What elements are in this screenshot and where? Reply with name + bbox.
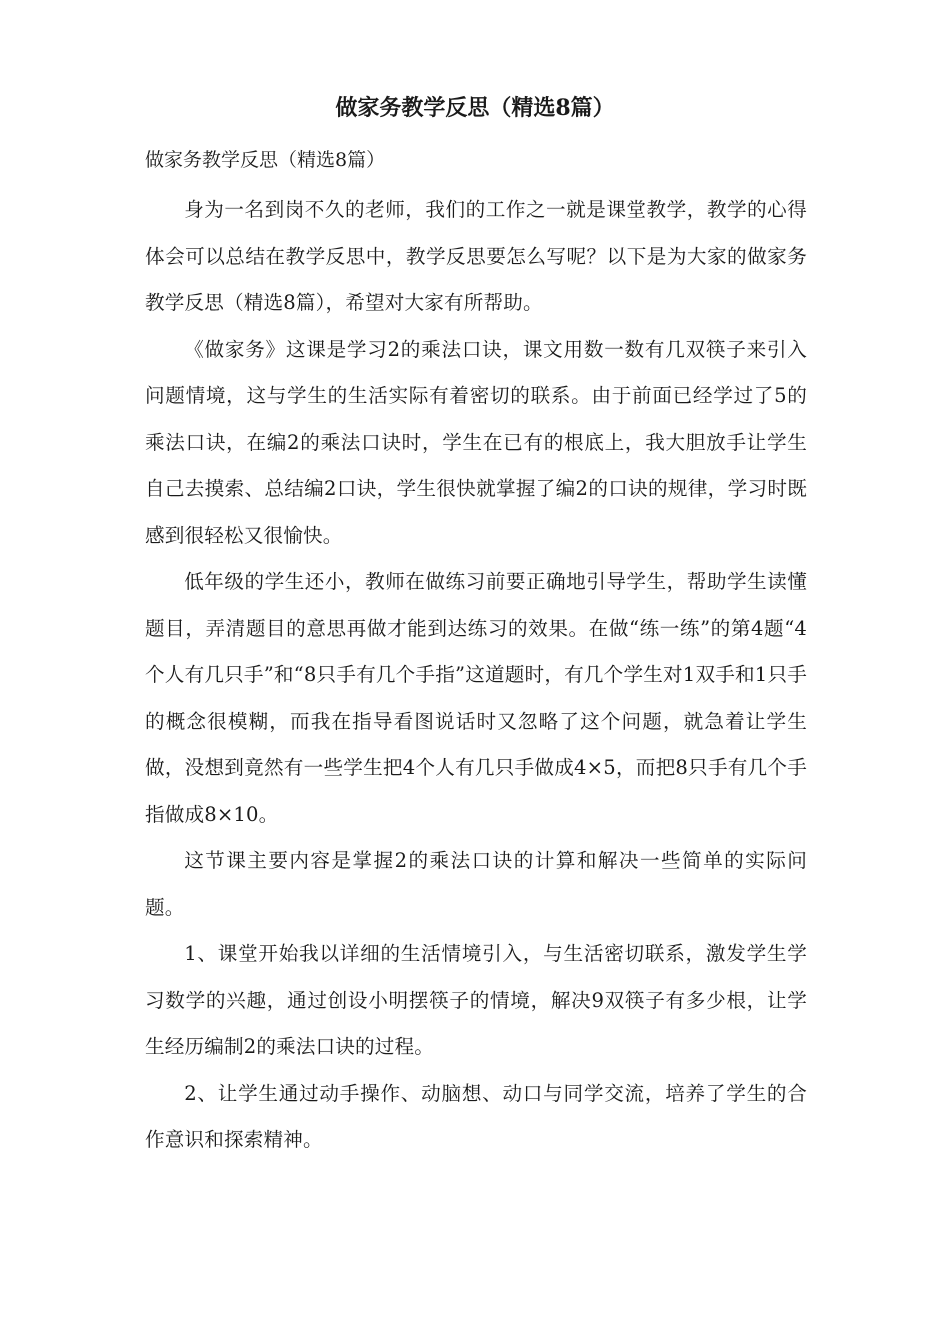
- paragraph-lesson-overview: 《做家务》这课是学习2的乘法口诀，课文用数一数有几双筷子来引入问题情境，这与学生的生活实际有着密切的联系。由于前面已经学过了5的乘法口诀，在编2的乘法口诀时，学生在已有的根底上，我大胆放手让学生自己去摸索、总结编2口诀，学生很快就掌握了编2的口诀的规律，学习时既感到很轻松又很愉快。: [145, 337, 807, 547]
- paragraph-main-content: 这节课主要内容是掌握2的乘法口诀的计算和解决一些简单的实际问题。: [145, 849, 807, 919]
- paragraph-exercise-reflection: 低年级的学生还小，教师在做练习前要正确地引导学生，帮助学生读懂题目，弄清题目的意思再做才能到达练习的效果。在做“练一练”的第4题“4个人有几只手”和“8只手有几个手指”这道题时，有几个学生对1双手和1只手的概念很模糊，而我在指导看图说话时又忽略了这个问题，就急着让学生做，没想到竟然有一些学生把4个人有几只手做成4×5，而把8只手有几个手指做成8×10。: [145, 570, 807, 826]
- paragraph-point-2: 2、让学生通过动手操作、动脑想、动口与同学交流，培养了学生的合作意识和探索精神。: [145, 1081, 807, 1151]
- document-subtitle: 做家务教学反思（精选8篇）: [145, 149, 386, 171]
- document-title: 做家务教学反思（精选8篇）: [335, 95, 615, 121]
- paragraph-point-1: 1、课堂开始我以详细的生活情境引入，与生活密切联系，激发学生学习数学的兴趣，通过创设小明摆筷子的情境，解决9双筷子有多少根，让学生经历编制2的乘法口诀的过程。: [145, 942, 807, 1058]
- paragraph-intro: 身为一名到岗不久的老师，我们的工作之一就是课堂教学，教学的心得体会可以总结在教学反思中，教学反思要怎么写呢？以下是为大家的做家务教学反思（精选8篇），希望对大家有所帮助。: [145, 198, 807, 314]
- document-body: [145, 187, 807, 1164]
